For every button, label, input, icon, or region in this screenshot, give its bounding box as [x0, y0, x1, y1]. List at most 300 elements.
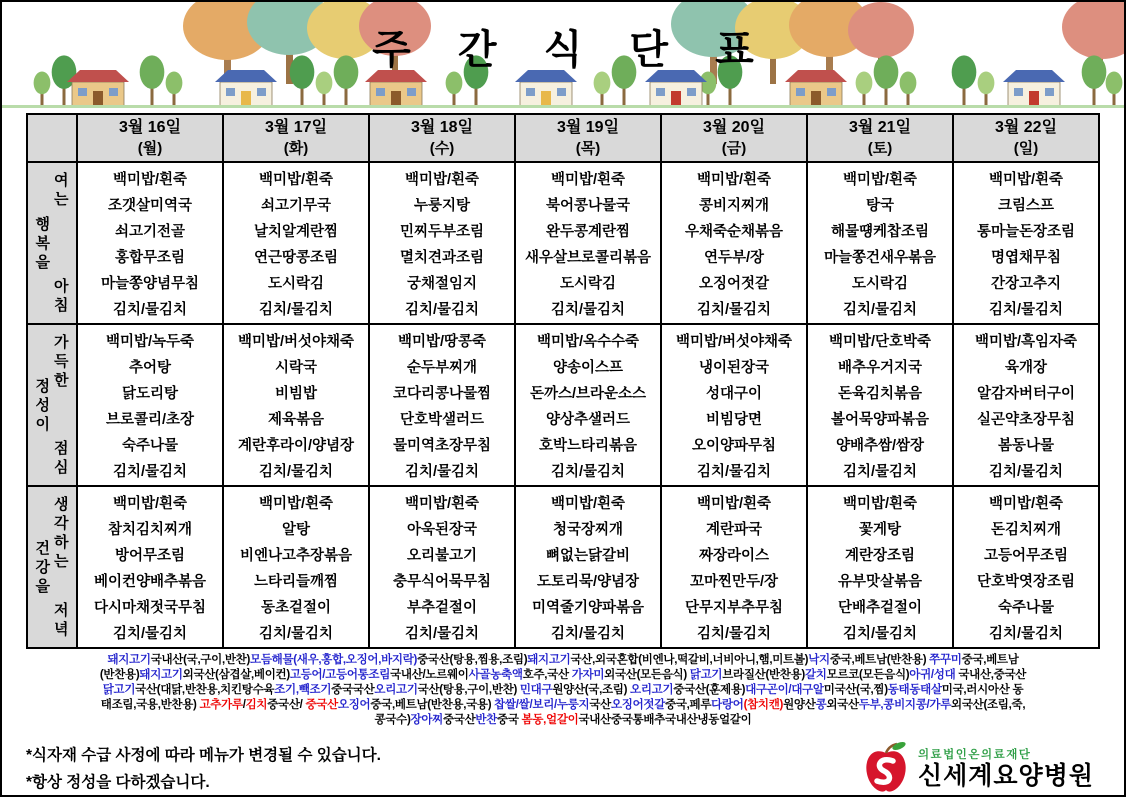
day-of-week: (화) — [283, 140, 309, 157]
day-of-week: (금) — [721, 140, 747, 157]
day-header — [661, 114, 807, 162]
menu-cell-items — [662, 487, 806, 647]
origin-segment: 콩 — [815, 699, 827, 711]
meal-row-breakfast — [27, 162, 1099, 324]
menu-item: 백미밥/흰죽 — [550, 171, 626, 188]
menu-item: 김치/물김치 — [988, 625, 1064, 642]
header-row — [27, 114, 1099, 162]
label-char: 이 — [35, 415, 50, 433]
origin-segment: 중국산(탕용,찜용,조림) — [417, 654, 528, 666]
menu-item: 쇠고기전골 — [114, 223, 186, 240]
menu-cell-items — [370, 163, 514, 323]
label-char: 생 — [54, 496, 69, 513]
menu-cell-items — [954, 163, 1098, 323]
menu-item: 단호박엿장조림 — [976, 573, 1076, 590]
menu-item: 누룽지탕 — [413, 197, 471, 214]
menu-cell — [515, 486, 661, 648]
day-date: 3월 17일 — [264, 119, 328, 136]
menu-cell-items — [224, 487, 368, 647]
label-char: 심 — [54, 459, 69, 476]
label-char: 여 — [54, 172, 69, 189]
menu-item: 뼈없는닭갈비 — [545, 547, 631, 564]
menu-item: 쇠고기무국 — [260, 197, 332, 214]
menu-item: 배추우거지국 — [837, 359, 923, 376]
label-char: 점 — [54, 440, 69, 457]
menu-cell-items — [224, 163, 368, 323]
origin-segment: 대구곤이/대구알 — [745, 684, 824, 696]
menu-cell — [807, 324, 953, 486]
menu-item: 김치/물김치 — [842, 301, 918, 318]
menu-item: 물미역초장무침 — [392, 437, 492, 454]
house-icon — [215, 70, 277, 106]
menu-cell — [369, 324, 515, 486]
menu-item: 추어탕 — [128, 359, 172, 376]
label-char: 행 — [35, 215, 50, 233]
meal-label-layout — [28, 163, 76, 323]
house-icon — [785, 70, 847, 106]
menu-item: 코다리콩나물찜 — [392, 385, 492, 402]
menu-item: 김치/물김치 — [404, 625, 480, 642]
menu-cell-items — [78, 487, 222, 647]
menu-item: 육개장 — [1004, 359, 1048, 376]
origin-segment: 고등어/고등어통조림 — [289, 669, 391, 681]
house-icon — [515, 70, 577, 106]
label-char: 하 — [54, 534, 69, 551]
menu-item: 돈육김치볶음 — [837, 385, 923, 402]
menu-item: 호박느타리볶음 — [538, 437, 638, 454]
menu-cell-items — [78, 325, 222, 485]
origin-segment: 돼지고기 — [107, 654, 151, 666]
menu-item: 마늘쫑양념무침 — [100, 275, 200, 292]
house-icon — [645, 70, 707, 106]
origin-segment: 원양산 — [783, 699, 816, 711]
menu-item: 백미밥/흰죽 — [404, 171, 480, 188]
origin-segment: 모듬해물(새우,홍합,오징어,바지락) — [250, 654, 418, 666]
origin-segment: 김치 — [245, 699, 268, 711]
origin-segment: 중국,베트남 — [961, 654, 1019, 666]
origin-segment: 중국,베트남(반찬용) — [829, 654, 930, 666]
origin-segment: 브라질산(반찬용) — [722, 669, 805, 681]
meal-label-right-bottom — [54, 277, 69, 315]
menu-item: 양배추쌈/쌈장 — [835, 437, 925, 454]
origin-segment: 닭고기 — [102, 684, 136, 696]
menu-item: 백미밥/버섯야채죽 — [675, 333, 793, 350]
menu-cell — [807, 486, 953, 648]
origin-segment: 중국,베트남(반찬용,국용) — [370, 699, 495, 711]
menu-item: 참치김치찌개 — [107, 521, 193, 538]
menu-item: 실곤약초장무침 — [976, 411, 1076, 428]
menu-item: 백미밥/흰죽 — [988, 171, 1064, 188]
origin-segment: 두부,콩비지콩/가루 — [858, 699, 952, 711]
small-tree-icon — [900, 72, 917, 107]
day-of-week: (월) — [137, 140, 163, 157]
footnote-devotion: *항상 정성을 다하겠습니다. — [26, 774, 210, 791]
menu-cell — [953, 324, 1099, 486]
origin-segment: 미국,러시아산 동 — [941, 684, 1024, 696]
label-char: 정 — [35, 377, 50, 395]
origin-line — [2, 668, 1124, 683]
origin-segment: 중국 — [497, 714, 522, 726]
label-char: 는 — [54, 553, 69, 570]
origin-line — [2, 713, 1124, 728]
origin-segment: 조기,빽조기 — [274, 684, 332, 696]
origin-segment: 국내산중국통배추국내산냉동얼갈이 — [578, 714, 752, 726]
origin-segment: 오징어 — [337, 699, 371, 711]
menu-item: 백미밥/흰죽 — [988, 495, 1064, 512]
menu-item: 궁채절임지 — [406, 275, 478, 292]
label-char: 을 — [35, 253, 50, 271]
meal-label-left — [36, 327, 51, 483]
day-date: 3월 22일 — [994, 119, 1058, 136]
menu-item: 연두부/장 — [703, 249, 765, 266]
origin-segment: 사골농축액 — [468, 669, 523, 681]
menu-item: 김치/물김치 — [404, 301, 480, 318]
origin-segment: 중국산 — [442, 714, 476, 726]
menu-item: 완두콩계란찜 — [545, 223, 631, 240]
origin-segment: (참치캔) — [743, 699, 784, 711]
menu-cell-items — [516, 325, 660, 485]
menu-cell-items — [808, 325, 952, 485]
small-tree-icon — [1106, 72, 1123, 107]
menu-item: 백미밥/흰죽 — [696, 495, 772, 512]
menu-item: 간장고추지 — [990, 275, 1062, 292]
menu-item: 백미밥/흰죽 — [842, 171, 918, 188]
origin-line — [2, 698, 1124, 713]
menu-cell-items — [224, 325, 368, 485]
menu-cell-items — [370, 487, 514, 647]
menu-item: 숙주나물 — [121, 437, 179, 454]
day-date: 3월 19일 — [556, 119, 620, 136]
meal-label-left — [36, 165, 51, 321]
meal-label-dinner — [27, 486, 77, 648]
menu-item: 김치/물김치 — [550, 301, 626, 318]
origin-segment: 돼지고기 — [139, 669, 183, 681]
label-char: 가 — [54, 334, 69, 351]
origin-segment: 국내산(국,구이,반찬) — [150, 654, 251, 666]
menu-cell — [223, 486, 369, 648]
menu-item: 알감자버터구이 — [976, 385, 1076, 402]
menu-item: 김치/물김치 — [696, 301, 772, 318]
day-header — [223, 114, 369, 162]
menu-item: 미역줄기양파볶음 — [531, 599, 645, 616]
menu-cell-items — [516, 487, 660, 647]
menu-item: 짜장라이스 — [698, 547, 770, 564]
menu-cell-items — [370, 325, 514, 485]
origin-segment: 콩국수) — [374, 714, 411, 726]
origin-segment: 미국산(국,찜) — [823, 684, 888, 696]
origin-segment: 외국산 — [826, 699, 859, 711]
menu-item: 베이컨양배추볶음 — [93, 573, 207, 590]
origin-segment: 태조림,국용,반찬용) — [100, 699, 200, 711]
menu-item: 콩비지찌개 — [698, 197, 770, 214]
menu-item: 단호박샐러드 — [399, 411, 485, 428]
table-header — [27, 114, 1099, 162]
label-char: 을 — [35, 577, 50, 595]
menu-item: 방어무조림 — [114, 547, 186, 564]
menu-item: 백미밥/옥수수죽 — [536, 333, 640, 350]
menu-cell — [77, 486, 223, 648]
menu-item: 날치알계란찜 — [253, 223, 339, 240]
menu-item: 계란후라이/양념장 — [237, 437, 355, 454]
origin-segment: 민대구 — [519, 684, 553, 696]
menu-cell-items — [516, 163, 660, 323]
menu-item: 계란장조림 — [844, 547, 916, 564]
menu-item: 우채죽순채볶음 — [684, 223, 784, 240]
origin-segment: 외국산(모든음식) — [604, 669, 690, 681]
menu-item: 백미밥/단호박죽 — [828, 333, 932, 350]
menu-cell-items — [78, 163, 222, 323]
menu-item: 백미밥/흰죽 — [696, 171, 772, 188]
menu-cell-items — [808, 163, 952, 323]
menu-item: 고등어무조림 — [983, 547, 1069, 564]
origin-segment: 아귀/성대 — [909, 669, 956, 681]
menu-item: 명엽채무침 — [990, 249, 1062, 266]
small-tree-icon — [316, 72, 333, 107]
menu-item: 도시락김 — [851, 275, 909, 292]
origin-segment: 외국산(삼겹살,베이컨) — [182, 669, 290, 681]
menu-item: 냉이된장국 — [698, 359, 770, 376]
origin-segment: 국산(대닭,반찬용,치킨탕수육 — [135, 684, 275, 696]
menu-cell — [223, 324, 369, 486]
house-icon — [365, 70, 427, 106]
origin-segment: 국산,외국혼합(비엔나,떡갈비,너비아니,햄,미트볼) — [570, 654, 809, 666]
day-header — [369, 114, 515, 162]
meal-label-right-top — [54, 333, 69, 390]
menu-item: 계란파국 — [705, 521, 763, 538]
menu-item: 동초겉절이 — [260, 599, 332, 616]
menu-item: 조갯살미역국 — [107, 197, 193, 214]
menu-item: 꼬마찐만두/장 — [689, 573, 779, 590]
menu-item: 숙주나물 — [997, 599, 1055, 616]
menu-item: 부추겉절이 — [406, 599, 478, 616]
menu-cell — [77, 324, 223, 486]
menu-item: 백미밥/흰죽 — [258, 171, 334, 188]
menu-item: 충무식어묵무침 — [392, 573, 492, 590]
menu-cell-items — [662, 325, 806, 485]
menu-item: 오이양파무침 — [691, 437, 777, 454]
menu-item: 양상추샐러드 — [545, 411, 631, 428]
menu-cell — [661, 162, 807, 324]
day-header — [807, 114, 953, 162]
menu-item: 김치/물김치 — [696, 463, 772, 480]
menu-item: 비빔밥 — [274, 385, 318, 402]
day-date: 3월 16일 — [118, 119, 182, 136]
origin-segment: 국산 — [589, 699, 611, 711]
menu-item: 알탕 — [281, 521, 310, 538]
menu-item: 백미밥/흰죽 — [404, 495, 480, 512]
menu-cell — [661, 486, 807, 648]
label-char: 녁 — [54, 621, 69, 638]
menu-table — [26, 113, 1100, 649]
origin-segment: / — [242, 699, 246, 711]
menu-item: 통마늘돈장조림 — [976, 223, 1076, 240]
menu-item: 봄동나물 — [997, 437, 1055, 454]
meal-label-lunch — [27, 324, 77, 486]
menu-item: 김치/물김치 — [550, 463, 626, 480]
origin-segment: 오징어젓갈 — [610, 699, 666, 711]
origin-segment: 호주,국산 — [522, 669, 572, 681]
menu-item: 김치/물김치 — [696, 625, 772, 642]
menu-item: 닭도리탕 — [121, 385, 179, 402]
origin-segment: 국산(탕용,구이,반찬) — [417, 684, 520, 696]
origin-notice — [2, 653, 1124, 728]
origin-segment: 찹쌀/쌀/보리/누룽지 — [494, 699, 590, 711]
menu-item: 백미밥/흰죽 — [112, 171, 188, 188]
menu-item: 민찌두부조림 — [399, 223, 485, 240]
meal-label-layout — [28, 487, 76, 647]
origin-line — [2, 653, 1124, 668]
label-char: 침 — [54, 297, 69, 314]
origin-segment: 낙지 — [808, 654, 830, 666]
menu-item: 단배추겉절이 — [837, 599, 923, 616]
meal-label-right — [54, 489, 69, 645]
meal-label-left — [36, 489, 51, 645]
origin-segment: 외국산(조림,죽, — [951, 699, 1026, 711]
menu-cell — [953, 486, 1099, 648]
origin-segment: 갈치 — [804, 669, 827, 681]
meal-label-breakfast — [27, 162, 77, 324]
label-char: 저 — [54, 602, 69, 619]
day-header — [515, 114, 661, 162]
menu-item: 크림스프 — [997, 197, 1055, 214]
origin-line — [2, 683, 1124, 698]
menu-item: 돈까스/브라운소스 — [529, 385, 647, 402]
origin-segment: (반찬용) — [99, 669, 140, 681]
house-icon — [67, 70, 129, 106]
menu-item: 유부맛살볶음 — [837, 573, 923, 590]
origin-segment: 가자미 — [571, 669, 605, 681]
menu-cell — [369, 162, 515, 324]
origin-segment: 쭈꾸미 — [929, 654, 962, 666]
menu-item: 비엔나고추장볶음 — [239, 547, 353, 564]
origin-segment: 중국,페루 — [665, 699, 712, 711]
menu-item: 아욱된장국 — [406, 521, 478, 538]
meal-label-right — [54, 165, 69, 321]
origin-segment: 국내산,중국산 — [955, 669, 1027, 681]
menu-cell — [369, 486, 515, 648]
label-char: 건 — [35, 539, 50, 557]
menu-item: 돈김치찌개 — [990, 521, 1062, 538]
menu-item: 백미밥/흰죽 — [112, 495, 188, 512]
menu-item: 백미밥/녹두죽 — [105, 333, 195, 350]
menu-item: 김치/물김치 — [258, 463, 334, 480]
menu-item: 새우살브로콜리볶음 — [524, 249, 652, 266]
menu-item: 북어콩나물국 — [545, 197, 631, 214]
day-header — [77, 114, 223, 162]
label-char: 아 — [54, 278, 69, 295]
menu-item: 김치/물김치 — [842, 463, 918, 480]
origin-segment: 다랑어 — [711, 699, 744, 711]
menu-cell — [223, 162, 369, 324]
table-body — [27, 162, 1099, 648]
menu-item: 볼어묵양파볶음 — [830, 411, 930, 428]
origin-segment: 중국국산 — [331, 684, 375, 696]
day-date: 3월 18일 — [410, 119, 474, 136]
ground-line — [2, 105, 1124, 108]
menu-item: 시락국 — [274, 359, 318, 376]
menu-item: 백미밥/흰죽 — [842, 495, 918, 512]
day-header — [953, 114, 1099, 162]
menu-cell — [515, 324, 661, 486]
label-char: 복 — [35, 234, 50, 252]
menu-item: 도시락김 — [267, 275, 325, 292]
logo-text — [918, 746, 1094, 790]
foundation-name: 의료법인온의료재단 — [917, 748, 1032, 761]
menu-item: 마늘쫑건새우볶음 — [823, 249, 937, 266]
label-char: 한 — [54, 372, 69, 389]
day-date: 3월 20일 — [702, 119, 766, 136]
menu-item: 다시마채젓국무침 — [93, 599, 207, 616]
menu-item: 탕국 — [865, 197, 894, 214]
corner-cell — [27, 114, 77, 162]
origin-segment: 동태동태살 — [887, 684, 942, 696]
meal-row-dinner — [27, 486, 1099, 648]
footnote-menu-change: *식자재 수급 사정에 따라 메뉴가 변경될 수 있습니다. — [26, 747, 381, 764]
origin-segment: 원양산(국,조림) — [552, 684, 631, 696]
menu-item: 김치/물김치 — [404, 463, 480, 480]
banner — [2, 2, 1124, 113]
menu-item: 브로콜리/초장 — [105, 411, 195, 428]
menu-item: 오징어젓갈 — [698, 275, 770, 292]
origin-segment: 오리고기 — [374, 684, 418, 696]
footer — [2, 728, 1124, 797]
origin-segment: 고추가루 — [199, 699, 243, 711]
day-of-week: (수) — [429, 140, 455, 157]
meal-label-right-top — [54, 495, 69, 571]
meal-label-right-top — [54, 171, 69, 209]
small-tree-icon — [34, 72, 51, 107]
menu-item: 백미밥/땅콩죽 — [397, 333, 487, 350]
origin-segment: 오리고기 — [630, 684, 674, 696]
origin-segment: 닭고기 — [689, 669, 723, 681]
menu-item: 김치/물김치 — [842, 625, 918, 642]
origin-segment: 중국산(훈제용) — [673, 684, 746, 696]
menu-item: 백미밥/버섯야채죽 — [237, 333, 355, 350]
house-icon — [1003, 70, 1065, 106]
menu-item: 김치/물김치 — [258, 301, 334, 318]
small-tree-icon — [166, 72, 183, 107]
menu-item: 비빔당면 — [705, 411, 763, 428]
menu-item: 단무지부추무침 — [684, 599, 784, 616]
menu-cell — [77, 162, 223, 324]
label-char: 득 — [54, 353, 69, 370]
menu-item: 오리불고기 — [406, 547, 478, 564]
menu-item: 홍합무조림 — [114, 249, 186, 266]
hospital-logo — [862, 741, 1094, 795]
menu-cell — [807, 162, 953, 324]
menu-cell — [953, 162, 1099, 324]
menu-cell-items — [808, 487, 952, 647]
meal-label-right-bottom — [54, 439, 69, 477]
menu-cell-items — [954, 325, 1098, 485]
menu-item: 멸치견과조림 — [399, 249, 485, 266]
origin-segment: 국내산/노르웨이 — [390, 669, 469, 681]
menu-item: 김치/물김치 — [112, 463, 188, 480]
menu-item: 성대구이 — [705, 385, 763, 402]
menu-cell — [515, 162, 661, 324]
page-title: 주 간 식 단 표 — [372, 28, 772, 72]
menu-item: 청국장찌개 — [552, 521, 624, 538]
menu-item: 김치/물김치 — [258, 625, 334, 642]
small-tree-icon — [594, 72, 611, 107]
small-tree-icon — [856, 72, 873, 107]
label-char: 는 — [54, 191, 69, 208]
origin-segment: 돼지고기 — [527, 654, 571, 666]
origin-segment: 중국산/ — [267, 699, 306, 711]
label-char: 강 — [35, 558, 50, 576]
menu-cell-items — [662, 163, 806, 323]
meal-label-right-bottom — [54, 601, 69, 639]
